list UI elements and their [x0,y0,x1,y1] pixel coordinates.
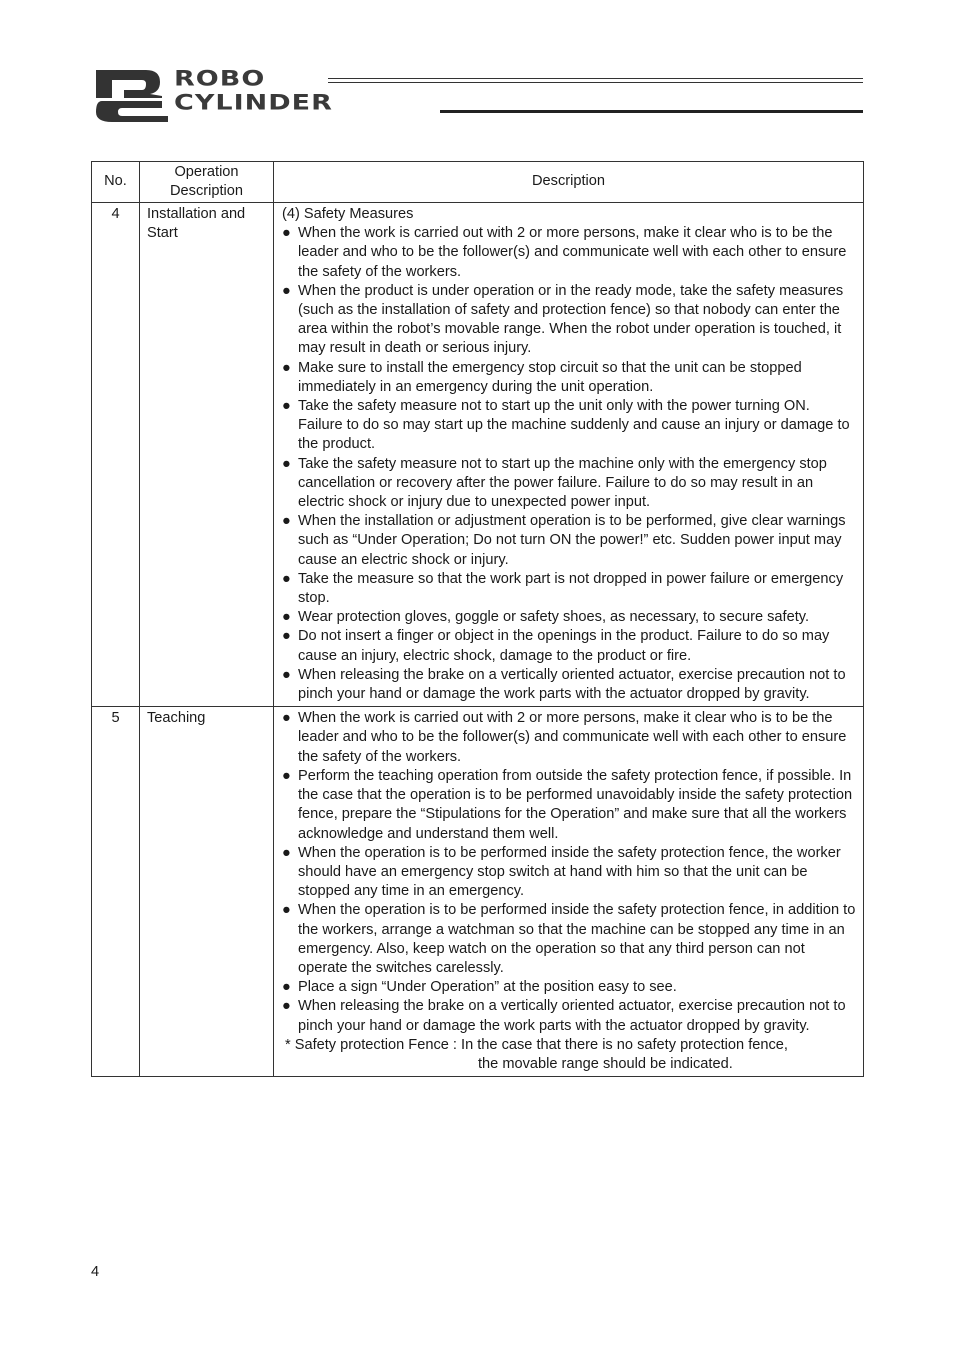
list-item: ● When releasing the brake on a vertically oriented actuator, exercise precaution not to pinch your hand or damage the work parts with the actuator dropped by gravity. [282,998,846,1034]
list-item: ● Take the measure so that the work part is not dropped in power failure or emergency stop. [282,570,844,607]
bullet-icon: ● [282,710,291,727]
table-row [92,707,864,1077]
bullet-icon: ● [282,513,291,530]
list-item: ● When the product is under operation or in the ready mode, take the safety measures (such as the installation of safety and protection fence) so that nobody can enter the area within the robot’s movable range. When the robot under operation is touched, it may result in death or serious injury. [282,282,844,357]
bullet-icon: ● [282,570,291,587]
bullet-icon: ● [282,359,291,376]
row-number: 5 [92,707,140,1077]
header-description: Description [274,162,864,203]
row-operation: Teaching [140,707,274,1077]
robo-cylinder-logo [90,68,870,128]
bullet-list [282,709,857,1035]
page-number: 4 [91,1264,100,1280]
safety-table [91,161,864,1077]
header-rule-thick [440,110,863,113]
rc-logo-mark [90,68,170,124]
list-item: ● Take the safety measure not to start up the machine only with the emergency stop cancellation or recovery after the power failure. Failure to do so may result in an electric shock or injury due to unexpected power input. [282,455,827,511]
bullet-list [282,224,857,704]
bullet-icon: ● [282,609,291,626]
list-item: ● When the work is carried out with 2 or more persons, make it clear who is to be the leader and who to be the follower(s) and communicate well with each other to ensure the safety of the workers. [282,710,847,765]
row-number: 4 [92,203,140,707]
list-item: ● Place a sign “Under Operation” at the position easy to see. [282,978,857,997]
bullet-icon: ● [282,844,291,861]
bullet-icon: ● [282,225,291,242]
row-description [274,707,864,1077]
fence-note-continued: the movable range should be indicated. [478,1055,733,1072]
list-item: ● When the operation is to be performed inside the safety protection fence, the worker should have an emergency stop switch at hand with him so that the unit can be stopped any time in an emergency. [282,844,841,900]
list-item: ● Perform the teaching operation from outside the safety protection fence, if possible. In the case that the operation is to be performed unavoidably inside the safety protection fence, prepare the “Stipulations for the Operation” and make sure that all the workers acknowledge and understand them well. [282,767,853,842]
header-no: No. [92,162,140,203]
bullet-icon: ● [282,767,291,784]
list-item: ● When the operation is to be performed inside the safety protection fence, in addition to the workers, arrange a watchman so that the machine can be stopped any time in an emergency. Also, keep watch on the operation so that any third person can not operate the switches carelessly. [282,902,856,976]
list-item: ● When the work is carried out with 2 or more persons, make it clear who is to be the leader and who to be the follower(s) and communicate well with each other to ensure the safety of the workers. [282,225,847,280]
header-operation: Operation Description [140,162,274,203]
header-rule-double-top [328,78,863,79]
logo-wordmark [174,66,333,118]
fence-note: * Safety protection Fence : In the case that there is no safety protection fence, [285,1036,788,1053]
list-item: ● Take the safety measure not to start up the unit only with the power turning ON. Failure to do so may start up the machine suddenly and cause an injury or damage to the product. [282,398,850,453]
section-heading: (4) Safety Measures [282,206,414,222]
list-item: ● When the installation or adjustment operation is to be performed, give clear warnings such as “Under Operation; Do not turn ON the power!” etc. Sudden power input may cause an electric shock or injury. [282,513,846,568]
logo-line-robo: ROBO [174,66,266,92]
logo-line-cylinder: CYLINDER [174,90,333,116]
row-operation: Installation and Start [140,203,274,707]
row-description [274,203,864,707]
bullet-icon: ● [282,398,291,415]
list-item: ● Wear protection gloves, goggle or safety shoes, as necessary, to secure safety. [282,608,857,627]
bullet-icon: ● [282,979,291,996]
list-item: ● Make sure to install the emergency stop circuit so that the unit can be stopped immediately in an emergency during the unit operation. [282,359,802,395]
bullet-icon: ● [282,666,291,683]
bullet-icon: ● [282,902,291,919]
list-item: ● Do not insert a finger or object in the openings in the product. Failure to do so may cause an injury, electric shock, damage to the product or fire. [282,628,830,664]
bullet-icon: ● [282,282,291,299]
bullet-icon: ● [282,455,291,472]
table-row [92,203,864,707]
bullet-icon: ● [282,998,291,1015]
table-header-row [92,162,864,203]
bullet-icon: ● [282,628,291,645]
list-item: ● When releasing the brake on a vertically oriented actuator, exercise precaution not to pinch your hand or damage the work parts with the actuator dropped by gravity. [282,666,846,703]
header-rule-double-bottom [328,82,863,83]
